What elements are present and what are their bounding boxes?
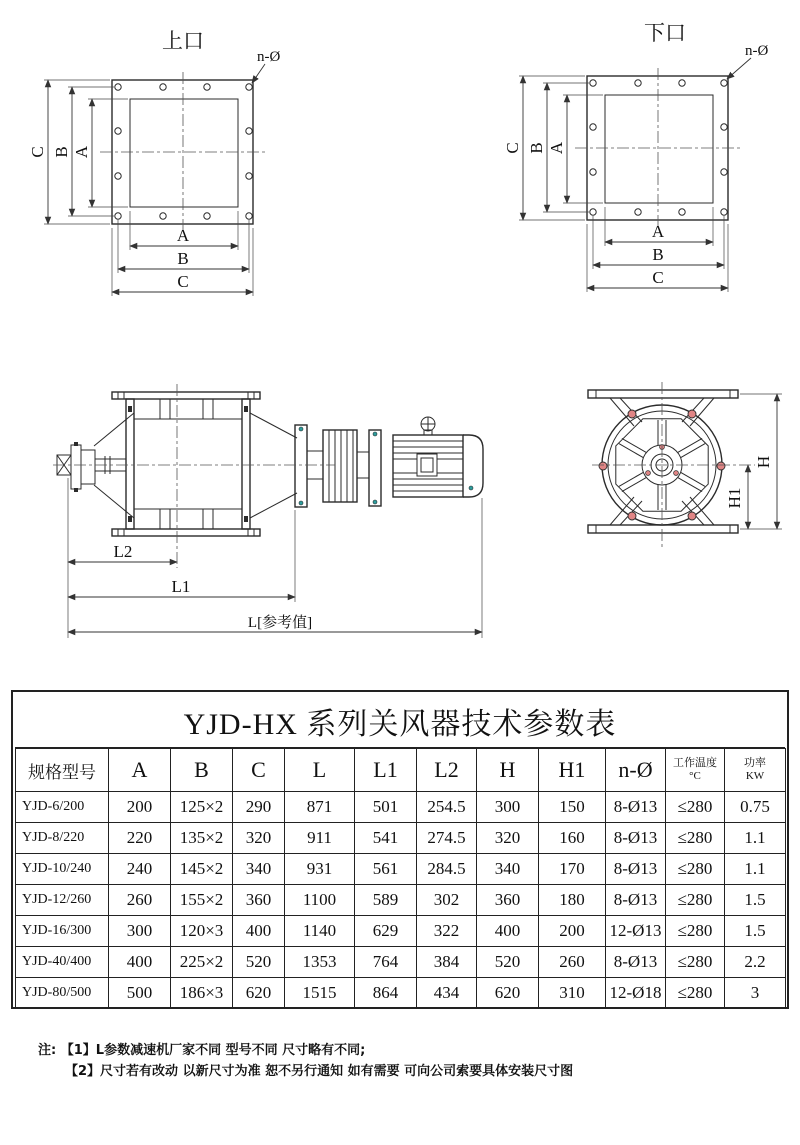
cell-model: YJD-40/400 [16, 947, 109, 978]
dim-label-b: B [527, 142, 546, 154]
dim-label-c: C [28, 146, 47, 158]
dim-label-b: B [52, 146, 71, 158]
table-row: YJD-40/400 400 225×2 520 1353 764 384 520 260 8-Ø13 ≤280 2.2 [16, 947, 786, 978]
left-dimensions [503, 76, 603, 220]
col-header-l: L [285, 749, 355, 792]
table-row: YJD-80/500 500 186×3 620 1515 864 434 620 310 12-Ø18 ≤280 3 [16, 978, 786, 1009]
left-shaft-end [57, 413, 134, 518]
col-header-l1: L1 [355, 749, 417, 792]
table-title: YJD-HX 系列关风器技术参数表 [15, 694, 785, 748]
col-header-power: 功率 KW [725, 749, 786, 792]
table-row: YJD-16/300 300 120×3 400 1140 629 322 400 200 12-Ø13 ≤280 1.5 [16, 916, 786, 947]
cell-model: YJD-6/200 [16, 792, 109, 823]
dim-label-l1: L1 [171, 577, 191, 596]
parameters-grid [15, 748, 786, 1009]
cell-model: YJD-12/260 [16, 885, 109, 916]
cell-model: YJD-10/240 [16, 854, 109, 885]
length-dimensions [68, 478, 482, 638]
col-header-temperature: 工作温度 °C [666, 749, 725, 792]
flange-outline [575, 68, 740, 228]
drawing-title: 上口 [162, 29, 204, 53]
end-view-drawing [570, 372, 795, 557]
col-header-holes: n-Ø [606, 749, 666, 792]
col-header-h: H [477, 749, 539, 792]
cell-model: YJD-8/220 [16, 823, 109, 854]
col-header-c: C [233, 749, 285, 792]
flange-outline [100, 72, 265, 232]
top-port-flange-drawing [20, 4, 310, 304]
cell-model: YJD-16/300 [16, 916, 109, 947]
header-row [16, 749, 786, 792]
col-header-l2: L2 [417, 749, 477, 792]
footnotes [38, 1040, 598, 1082]
dim-label-a: A [547, 141, 566, 155]
bolt-holes [590, 80, 727, 215]
holes-callout [252, 49, 280, 83]
dim-label-h: H [754, 455, 773, 469]
dim-label-l2: L2 [113, 542, 133, 561]
dim-label-a: A [651, 222, 665, 241]
table-row: YJD-6/200 200 125×2 290 871 501 254.5 300 150 8-Ø13 ≤280 0.75 [16, 792, 786, 823]
holes-label: n-Ø [257, 49, 281, 65]
side-view-drawing [35, 368, 495, 648]
dim-label-l: L[参考值] [247, 615, 313, 631]
dim-label-a: A [72, 145, 91, 159]
holes-label: n-Ø [745, 43, 769, 59]
parameters-table [11, 690, 789, 1009]
col-header-h1: H1 [539, 749, 606, 792]
dim-label-b: B [177, 249, 189, 268]
holes-callout [727, 43, 768, 79]
cell-model: YJD-80/500 [16, 978, 109, 1009]
table-row: YJD-12/260 260 155×2 360 1100 589 302 360 180 8-Ø13 ≤280 1.5 [16, 885, 786, 916]
dim-label-h1: H1 [725, 487, 744, 509]
col-header-model: 规格型号 [16, 749, 109, 792]
motor [393, 417, 483, 497]
height-dimensions [725, 394, 782, 529]
col-header-a: A [109, 749, 171, 792]
note-line-2: 【2】尺寸若有改动 以新尺寸为准 恕不另行通知 如有需要 可向公司索要具体安装尺寸图 [65, 1064, 574, 1079]
col-header-b: B [171, 749, 233, 792]
dim-label-c: C [652, 268, 664, 287]
dim-label-c: C [503, 142, 522, 154]
dim-label-c: C [177, 272, 189, 291]
table-row: YJD-10/240 240 145×2 340 931 561 284.5 340 170 8-Ø13 ≤280 1.1 [16, 854, 786, 885]
dim-label-a: A [176, 226, 190, 245]
bottom-port-flange-drawing [495, 0, 785, 300]
drive-train [250, 413, 381, 518]
drawing-title: 下口 [644, 21, 686, 45]
valve-body [112, 392, 260, 536]
bolt-holes [115, 84, 252, 219]
table-row: YJD-8/220 220 135×2 320 911 541 274.5 320 160 8-Ø13 ≤280 1.1 [16, 823, 786, 854]
dim-label-b: B [652, 245, 664, 264]
left-dimensions [28, 80, 128, 224]
note-line-1: 注: 【1】L参数减速机厂家不同 型号不同 尺寸略有不同; [38, 1043, 366, 1058]
